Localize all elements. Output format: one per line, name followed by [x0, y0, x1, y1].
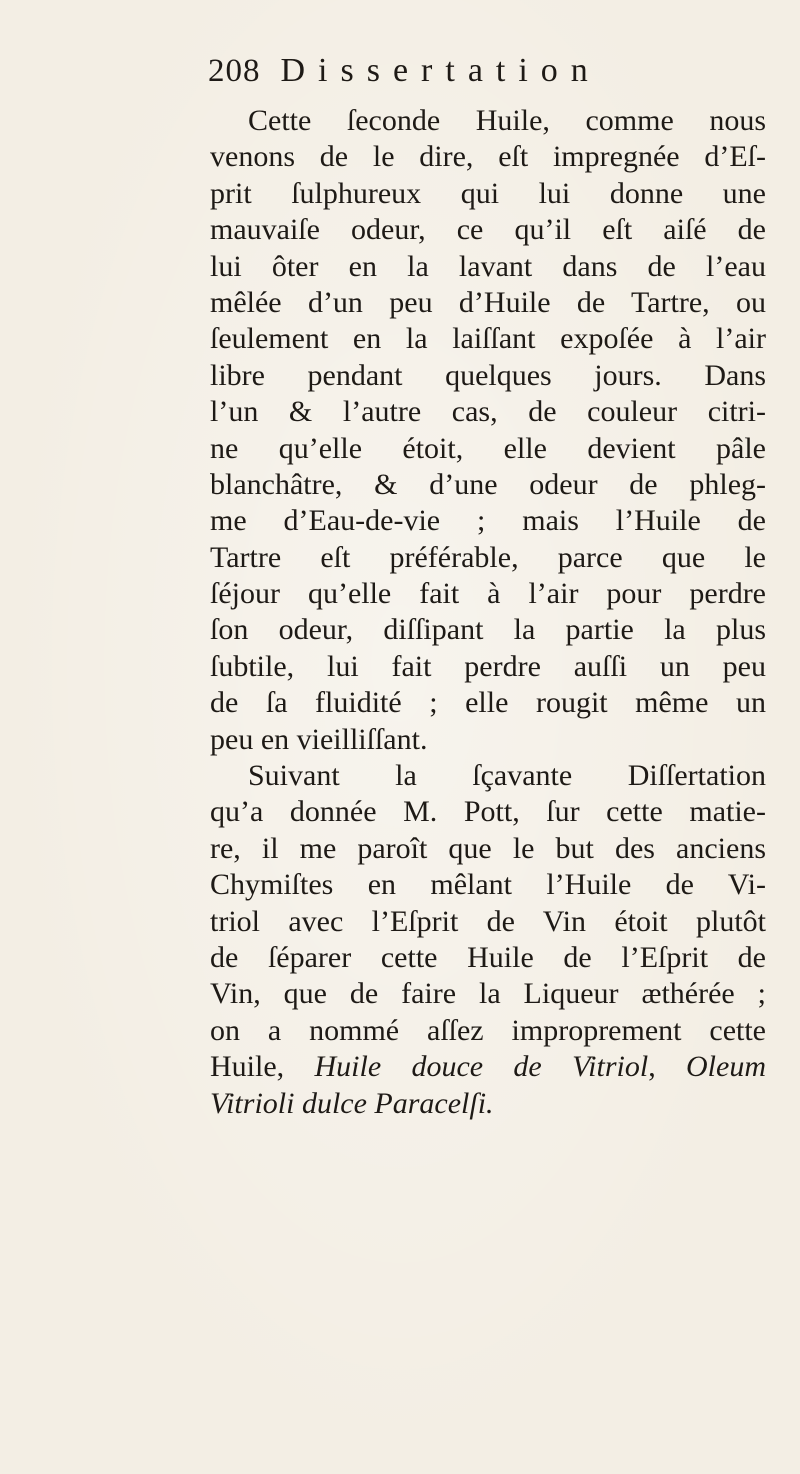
text-line: ſeulement en la laiſſant expoſée à l’air — [210, 322, 766, 356]
text-line: mauvaiſe odeur, ce qu’il eſt aiſé de — [210, 213, 766, 247]
text-line: prit ſulphureux qui lui donne une — [210, 176, 766, 210]
text-line: venons de le dire, eſt impregnée d’Eſ- — [210, 140, 766, 174]
text-roman: , — [648, 1050, 687, 1084]
text-line: blanchâtre, & d’une odeur de phleg- — [210, 467, 766, 501]
text-line: peu en vieilliſſant. — [210, 722, 428, 756]
text-line: de ſéparer cette Huile de l’Eſprit de — [210, 940, 766, 974]
text-line: ne qu’elle étoit, elle devient pâle — [210, 431, 766, 465]
text-line: Tartre eſt préférable, parce que le — [210, 540, 766, 574]
text-line: ſubtile, lui fait perdre auſſi un peu — [210, 649, 766, 683]
text-line: libre pendant quelques jours. Dans — [210, 358, 766, 392]
text-italic: Oleum — [686, 1050, 766, 1084]
text-italic: Vitrioli dulce Paracelſi. — [210, 1086, 494, 1120]
paragraph-2 — [210, 758, 766, 1122]
text-line — [210, 1086, 766, 1122]
text-line: Suivant la ſçavante Diſſertation — [248, 759, 766, 793]
text-line: Vin, que de faire la Liqueur æthérée ; — [210, 977, 766, 1011]
text-line: mêlée d’un peu d’Huile de Tartre, ou — [210, 285, 766, 319]
text-line: ſéjour qu’elle fait à l’air pour perdre — [210, 577, 766, 611]
running-title: Dissertation — [280, 52, 601, 89]
text-line: Chymiſtes en mêlant l’Huile de Vi- — [210, 868, 766, 902]
text-line: qu’a donnée M. Pott, ſur cette matie- — [210, 795, 766, 829]
text-italic: Huile douce de Vitriol — [314, 1050, 649, 1084]
text-line: ſon odeur, diſſipant la partie la plus — [210, 613, 766, 647]
text-line: Cette ſeconde Huile, comme nous — [248, 104, 766, 137]
text-line: l’un & l’autre cas, de couleur citri- — [210, 395, 766, 429]
body-text — [210, 103, 766, 1122]
text-roman: Huile, — [210, 1050, 315, 1084]
paragraph-1 — [210, 103, 766, 758]
text-line: me d’Eau-de-vie ; mais l’Huile de — [210, 504, 766, 538]
text-line: re, il me paroît que le but des anciens — [210, 831, 766, 865]
text-line: lui ôter en la lavant dans de l’eau — [210, 249, 766, 283]
running-head — [208, 52, 601, 98]
text-line: triol avec l’Eſprit de Vin étoit plutôt — [210, 904, 766, 938]
text-line — [210, 1049, 766, 1085]
text-line: on a nommé aſſez improprement cette — [210, 1013, 766, 1047]
page-number: 208 — [208, 53, 261, 89]
text-line: de ſa fluidité ; elle rougit même un — [210, 686, 766, 720]
